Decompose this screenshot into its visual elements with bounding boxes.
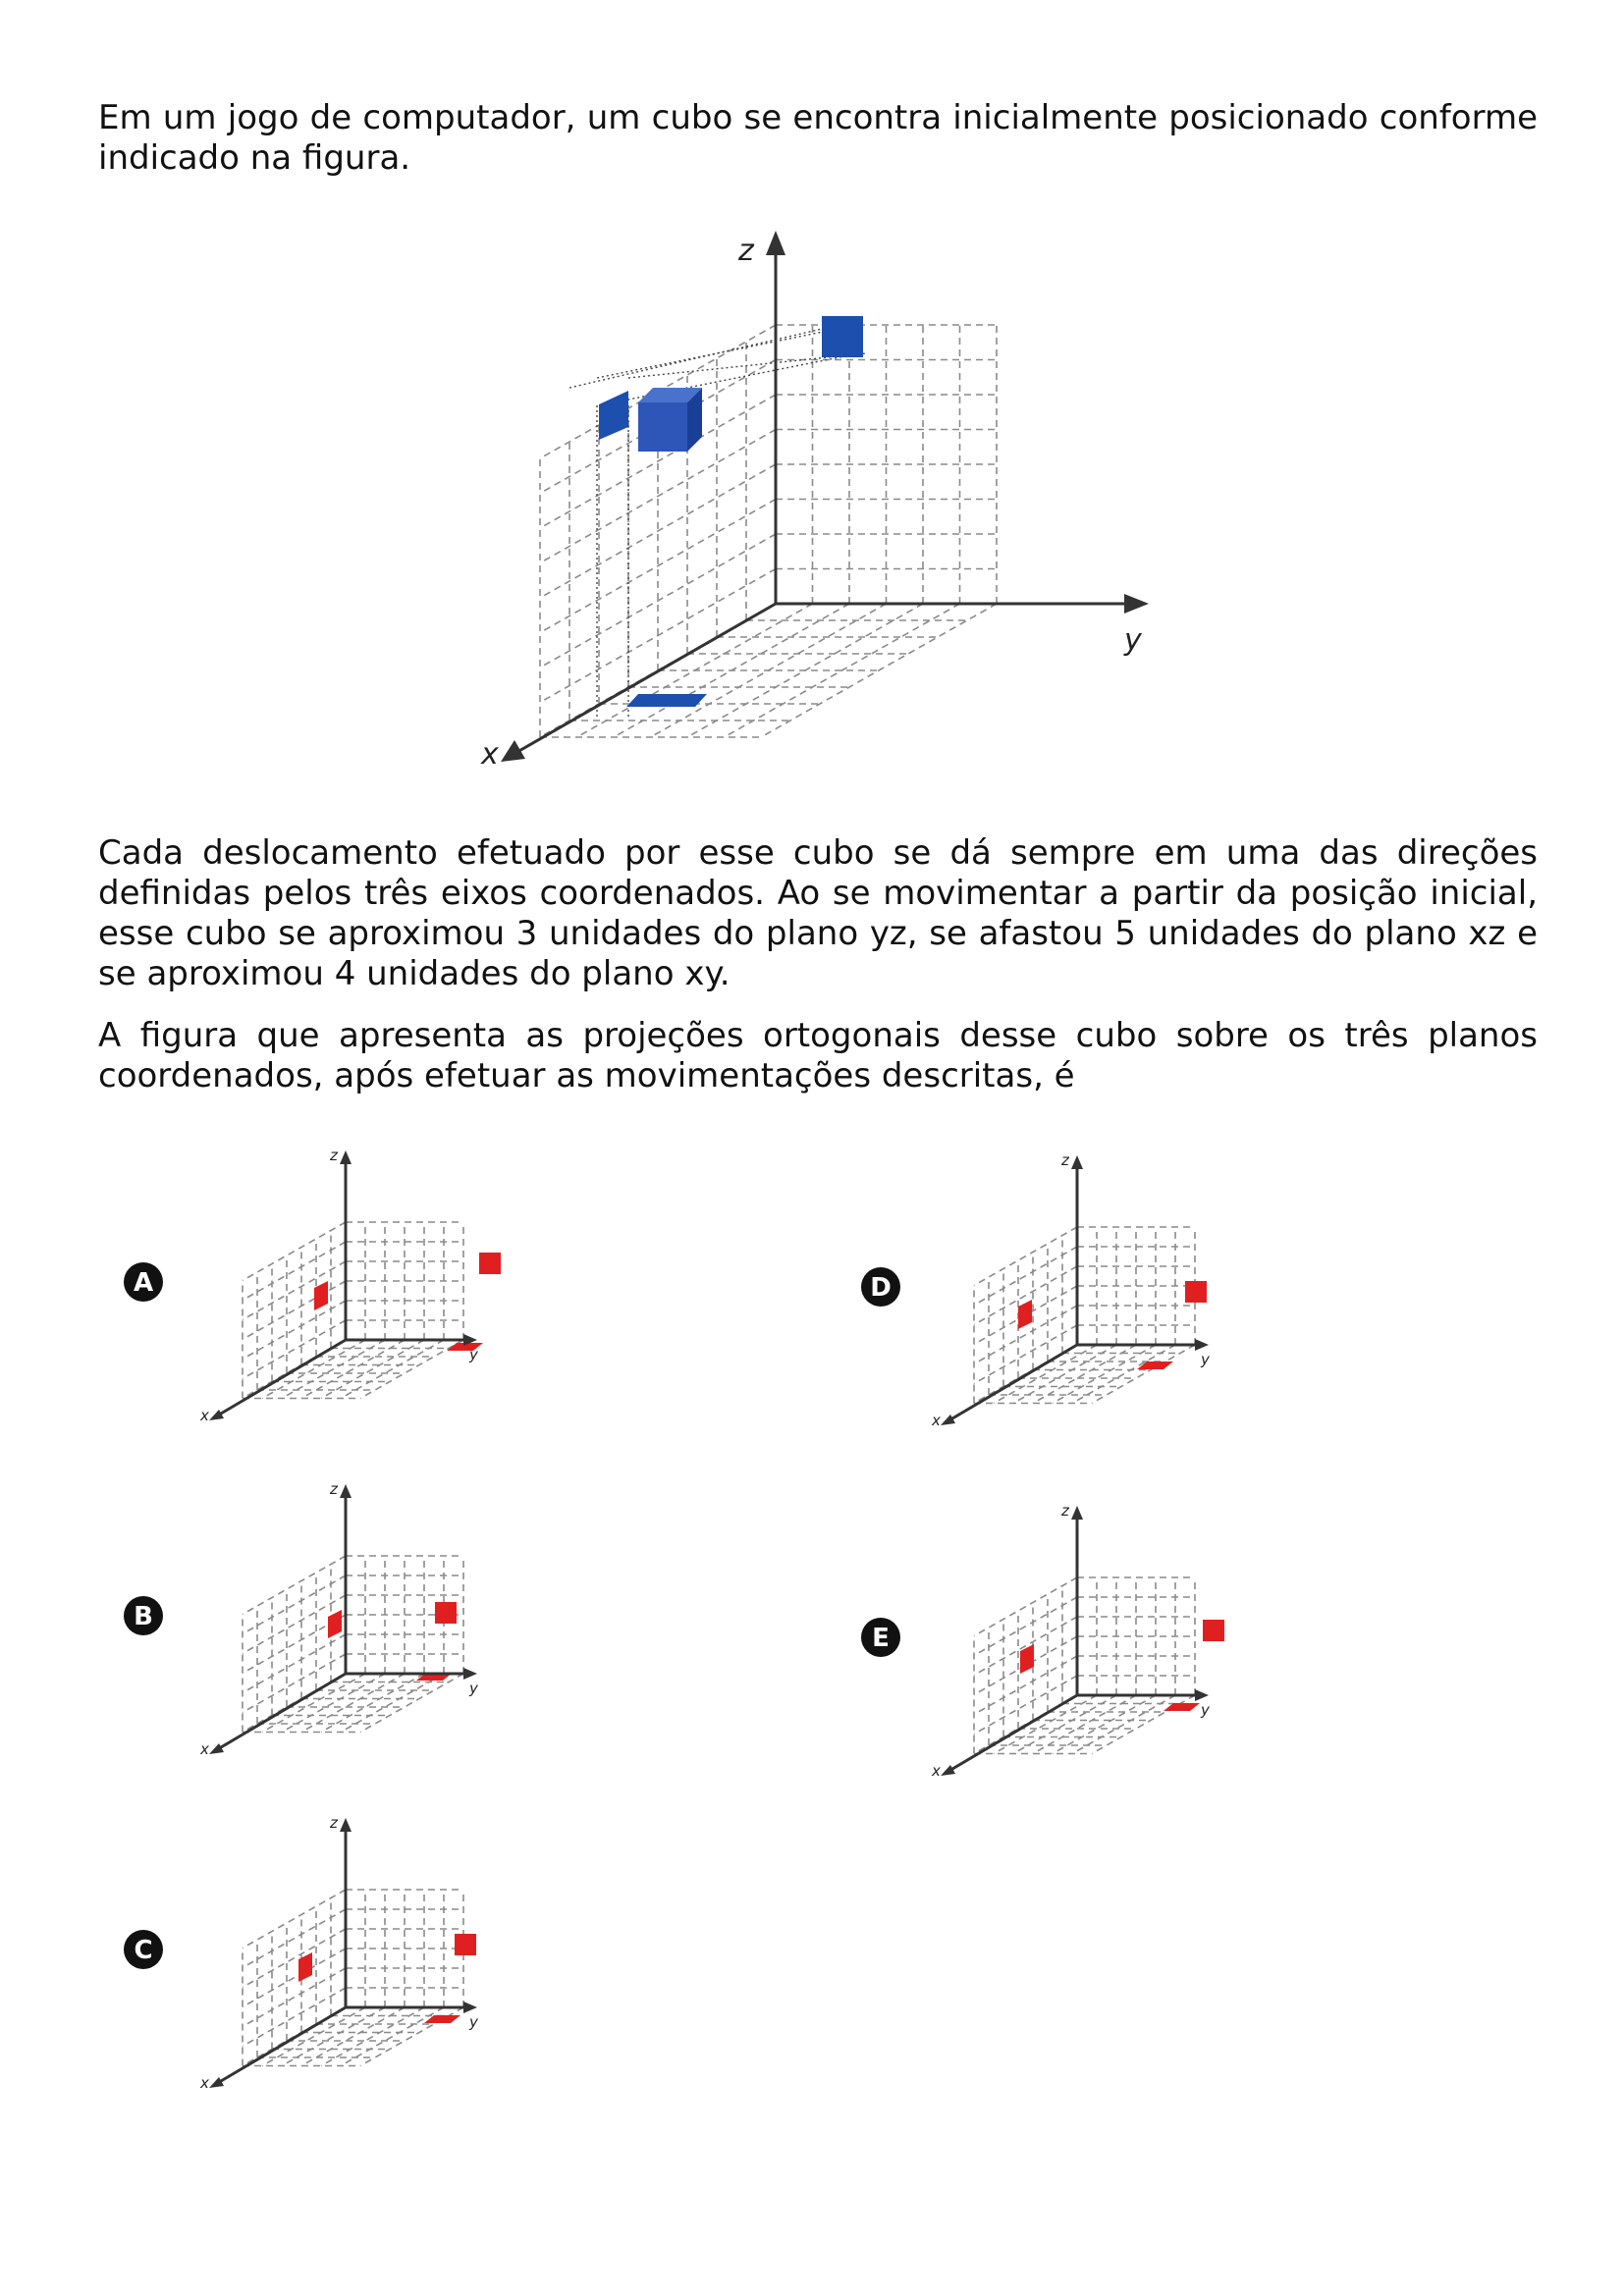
option-b-marker-yz [328, 1610, 342, 1638]
y-arrow [463, 2002, 477, 2013]
axis-label-y: y [469, 1346, 478, 1363]
grid-line [1092, 1345, 1195, 1404]
grid-line [761, 604, 997, 737]
axis-label-x: x [200, 2074, 209, 2092]
option-b-letter: B [134, 1602, 153, 1631]
axis-label-y: y [1201, 1701, 1210, 1719]
option-e-letter: E [872, 1624, 890, 1653]
z-arrow [340, 1150, 352, 1164]
y-arrow [1195, 1689, 1209, 1701]
projection-yz [599, 391, 628, 440]
option-a-letter: A [133, 1268, 154, 1298]
x-axis [947, 1695, 1077, 1772]
axis-label-z: z [1061, 1502, 1069, 1520]
option-a[interactable] [118, 1139, 560, 1433]
axis-label-z: z [330, 1480, 338, 1498]
x-axis [216, 2007, 346, 2084]
axis-label-y: y [469, 2013, 478, 2031]
option-c[interactable] [118, 1806, 560, 2101]
axis-label-x: x [200, 1740, 209, 1758]
option-c-marker-xz [455, 1934, 476, 1955]
option-b[interactable] [118, 1472, 560, 1767]
option-d-marker-yz [1018, 1300, 1032, 1329]
option-a-marker-xz [479, 1253, 501, 1274]
y-arrow [1195, 1339, 1209, 1351]
option-c-letter: C [134, 1936, 153, 1965]
option-d-letter: D [870, 1273, 892, 1303]
x-axis [947, 1345, 1077, 1421]
option-b-marker-xz [435, 1602, 457, 1624]
x-axis [216, 1340, 346, 1416]
main-figure [481, 226, 1168, 775]
grid-line [540, 569, 776, 703]
grid-line [540, 500, 776, 633]
axis-label-z: z [330, 1147, 338, 1164]
grid-line [994, 1345, 1097, 1404]
option-e-marker-xz [1203, 1620, 1224, 1641]
x-arrow [941, 1415, 955, 1425]
option-c-marker-yz [298, 1952, 312, 1982]
option-d-marker-xz [1185, 1281, 1207, 1303]
x-axis [511, 604, 776, 756]
question-intro: Em um jogo de computador, um cubo se encontra inicialmente posicionado conforme indicado na figura. [98, 98, 1538, 178]
z-arrow [340, 1818, 352, 1832]
axis-label-y: y [1201, 1351, 1210, 1368]
grid-line [360, 1674, 463, 1733]
axis-label-x: x [481, 737, 499, 772]
y-arrow [463, 1668, 477, 1680]
axis-label-z: z [738, 234, 754, 268]
x-axis [216, 1674, 346, 1750]
x-arrow [209, 1743, 224, 1754]
axis-label-z: z [330, 1814, 338, 1832]
cube [638, 388, 702, 452]
option-d[interactable] [849, 1144, 1291, 1438]
grid-line [360, 1340, 463, 1399]
grid-line [540, 534, 776, 667]
grid-line [262, 1674, 365, 1733]
z-arrow [1071, 1506, 1083, 1520]
grid-line [262, 1340, 365, 1399]
grid-line [994, 1695, 1097, 1754]
axis-label-x: x [932, 1762, 941, 1780]
axis-label-y: y [469, 1680, 478, 1697]
grid-line [540, 464, 776, 598]
question-prompt: A figura que apresenta as projeções ortogonais desse cubo sobre os três planos coordenados, após efetuar as movimentações descritas, é [98, 1016, 1538, 1095]
grid-line [725, 604, 960, 737]
axis-label-z: z [1061, 1151, 1069, 1169]
option-e[interactable] [849, 1494, 1291, 1789]
grid-line [262, 2007, 365, 2066]
main-figure-grids [540, 325, 997, 737]
question-body: Cada deslocamento efetuado por esse cubo se dá sempre em uma das direções definidas pelos três eixos coordenados. Ao se movimentar a partir da posição inicial, esse cubo se aproximou 3 unidades do plano yz, se afastou 5 unidades do plano xz e se aproximou 4 unidades do plano xy. [98, 833, 1538, 993]
main-axes [480, 231, 1149, 772]
projection-xy [626, 694, 707, 707]
x-arrow [209, 2077, 224, 2088]
x-arrow [209, 1410, 224, 1420]
axis-label-y: y [1124, 623, 1142, 658]
axis-label-x: x [200, 1407, 209, 1424]
projection-xz [822, 316, 863, 357]
axis-label-x: x [932, 1412, 941, 1429]
x-arrow [941, 1765, 955, 1776]
z-arrow [1071, 1155, 1083, 1169]
z-arrow [340, 1484, 352, 1498]
